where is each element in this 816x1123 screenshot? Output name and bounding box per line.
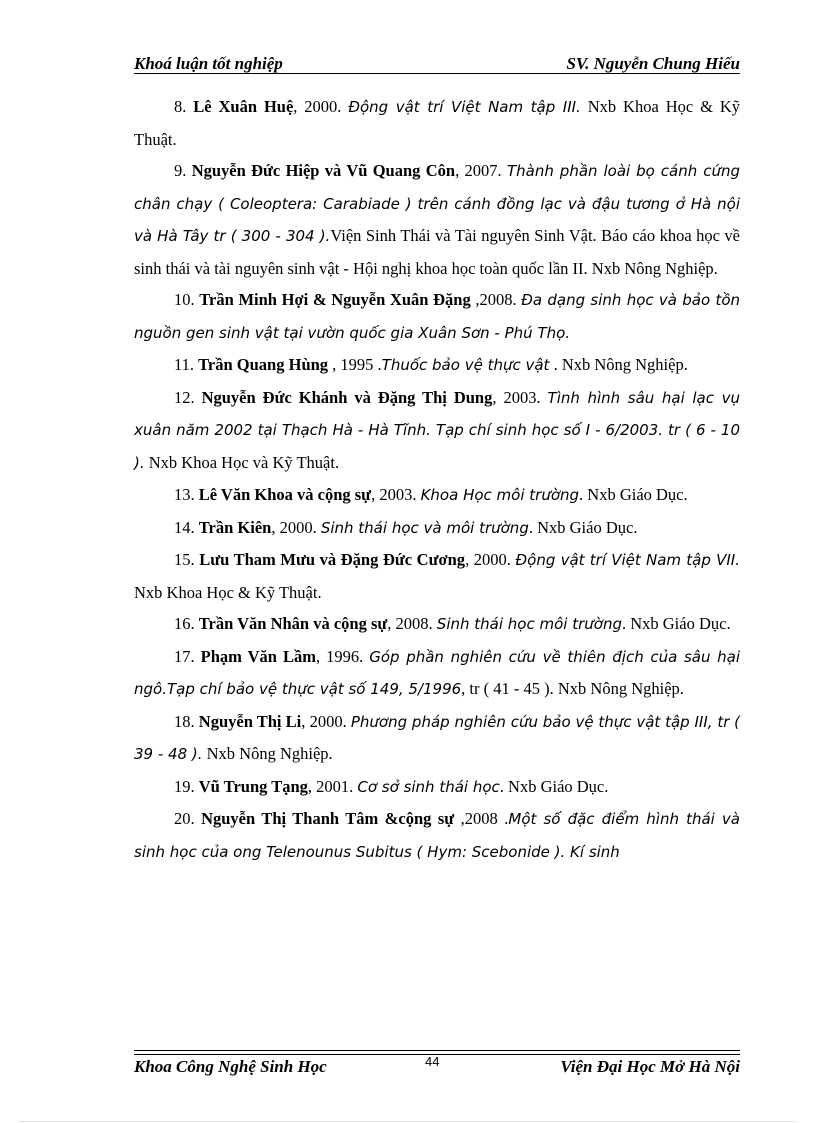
ref-year: , 1995 . [328, 355, 382, 374]
ref-year: ,2008 . [454, 809, 509, 828]
ref-author: Nguyễn Đức Hiệp và Vũ Quang Côn [191, 161, 456, 180]
reference-item [134, 544, 740, 608]
ref-author: Lê Xuân Huệ [193, 97, 294, 116]
reference-item [134, 382, 740, 480]
page-number: 44 [425, 1054, 440, 1069]
ref-publisher: . Nxb Giáo Dục. [499, 776, 609, 796]
ref-year: , 2003. [492, 387, 548, 407]
ref-year: , 2007. [455, 161, 507, 180]
ref-number: 17. [174, 646, 195, 666]
ref-author: Lưu Tham Mưu và Đặng Đức Cương [199, 550, 466, 569]
reference-item [134, 512, 740, 545]
ref-author: Trần Văn Nhân và cộng sự [198, 614, 388, 633]
ref-publisher: . Nxb Nông Nghiệp. [549, 355, 688, 374]
ref-year: , 2008. [387, 614, 437, 633]
ref-title: Sinh thái học môi trường [436, 615, 622, 633]
reference-item [134, 91, 740, 155]
ref-number: 15. [174, 550, 195, 569]
ref-author: Trần Kiên [198, 517, 272, 537]
ref-number: 9. [174, 161, 187, 180]
ref-title: Thành phần loài bọ cánh cứng chân chạy ( Coleoptera: Carabiade ) trên cánh đồng lạc và đậu tương ở Hà nội và Hà Tây tr ( 300 - 304 ). [134, 162, 741, 245]
ref-number: 19. [174, 776, 195, 796]
ref-year: , 2000. [301, 711, 351, 731]
ref-number: 11. [174, 355, 195, 374]
ref-author: Phạm Văn Lầm [200, 646, 316, 666]
reference-item [134, 641, 740, 706]
footer-rule-thick [134, 1050, 740, 1051]
ref-year: , 1996. [315, 646, 370, 666]
ref-year: , 2000. [271, 517, 321, 537]
ref-year: , 2000. [465, 550, 516, 569]
ref-author: Nguyễn Thị Li [198, 711, 302, 731]
reference-item [134, 803, 740, 868]
ref-publisher: . Nxb Giáo Dục. [621, 614, 731, 633]
ref-author: Trần Minh Hợi & Nguyễn Xuân Đặng [199, 290, 471, 309]
ref-author: Vũ Trung Tạng [198, 776, 308, 796]
header-thesis-label: Khoá luận tốt nghiệp [134, 54, 283, 73]
reference-list [134, 91, 740, 868]
header-student-name: SV. Nguyễn Chung Hiếu [566, 54, 740, 73]
header-rule [134, 73, 740, 74]
ref-title: Động vật trí Việt Nam tập VII. [515, 551, 741, 569]
ref-title: Phương pháp nghiên cứu bảo vệ thực vật tập III, tr ( 39 - 48 ). [134, 712, 741, 763]
reference-item [134, 771, 740, 804]
ref-publisher: Nxb Khoa Học & Kỹ Thuật. [134, 97, 740, 149]
ref-number: 10. [174, 290, 195, 309]
page-edge [20, 1121, 796, 1122]
ref-title: Một số đặc điểm hình thái và sinh học của ong Telenounus Subitus ( Hym: Scebonide ). Kí sinh [134, 810, 740, 861]
ref-number: 8. [174, 97, 187, 116]
reference-item [134, 479, 740, 512]
reference-item [134, 706, 740, 771]
ref-author: Trần Quang Hùng [198, 355, 329, 374]
ref-number: 16. [174, 614, 195, 633]
ref-title: Cơ sở sinh thái học [357, 777, 500, 796]
ref-publisher: Nxb Nông Nghiệp. [202, 744, 333, 763]
ref-author: Nguyễn Thị Thanh Tâm &cộng sự [201, 809, 455, 828]
reference-item [134, 349, 740, 382]
footer-institute: Viện Đại Học Mở Hà Nội [560, 1057, 740, 1076]
ref-publisher: , tr ( 41 - 45 ). Nxb Nông Nghiệp. [461, 679, 684, 698]
ref-title: Động vật trí Việt Nam tập III. [348, 98, 581, 116]
ref-title: Đa dạng sinh học và bảo tồn nguồn gen sinh vật tại vườn quốc gia Xuân Sơn - Phú Thọ. [134, 291, 741, 342]
ref-number: 12. [174, 387, 195, 407]
reference-item [134, 155, 740, 284]
ref-number: 13. [174, 485, 195, 504]
page-header [134, 50, 740, 74]
footer-faculty: Khoa Công Nghệ Sinh Học [134, 1057, 327, 1076]
ref-title: Tình hình sâu hại lạc vụ xuân năm 2002 tại Thạch Hà - Hà Tĩnh. Tạp chí sinh học số I - 6/2003. tr ( 6 - 10 ). [134, 388, 740, 472]
ref-publisher: . Nxb Giáo Dục. [579, 485, 688, 504]
ref-publisher: Nxb Khoa Học & Kỹ Thuật. [134, 582, 322, 602]
ref-publisher: Viện Sinh Thái và Tài nguyên Sinh Vật. Báo cáo khoa học về sinh thái và tài nguyên sinh vật - Hội nghị khoa học toàn quốc lần II. Nxb Nông Nghiệp. [134, 226, 740, 278]
ref-publisher: . Nxb Giáo Dục. [528, 517, 638, 537]
ref-publisher: Nxb Khoa Học và Kỹ Thuật. [144, 452, 340, 472]
ref-title: Sinh thái học và môi trường [320, 518, 529, 537]
ref-number: 18. [174, 711, 195, 731]
ref-number: 14. [174, 517, 195, 537]
ref-number: 20. [174, 809, 195, 828]
ref-year: , 2003. [371, 485, 421, 504]
ref-year: , 2000. [293, 97, 349, 116]
ref-author: Nguyễn Đức Khánh và Đặng Thị Dung [201, 387, 493, 407]
ref-title: Khoa Học môi trường [420, 486, 580, 504]
ref-author: Lê Văn Khoa và cộng sự [198, 485, 372, 504]
ref-year: ,2008. [470, 290, 522, 309]
reference-item [134, 608, 740, 641]
ref-title: Góp phần nghiên cứu về thiên địch của sâu hại ngô.Tạp chí bảo vệ thực vật số 149, 5/1996 [134, 647, 741, 698]
reference-item [134, 284, 740, 349]
ref-title: Thuốc bảo vệ thực vật [381, 356, 550, 374]
ref-year: , 2001. [307, 776, 358, 796]
